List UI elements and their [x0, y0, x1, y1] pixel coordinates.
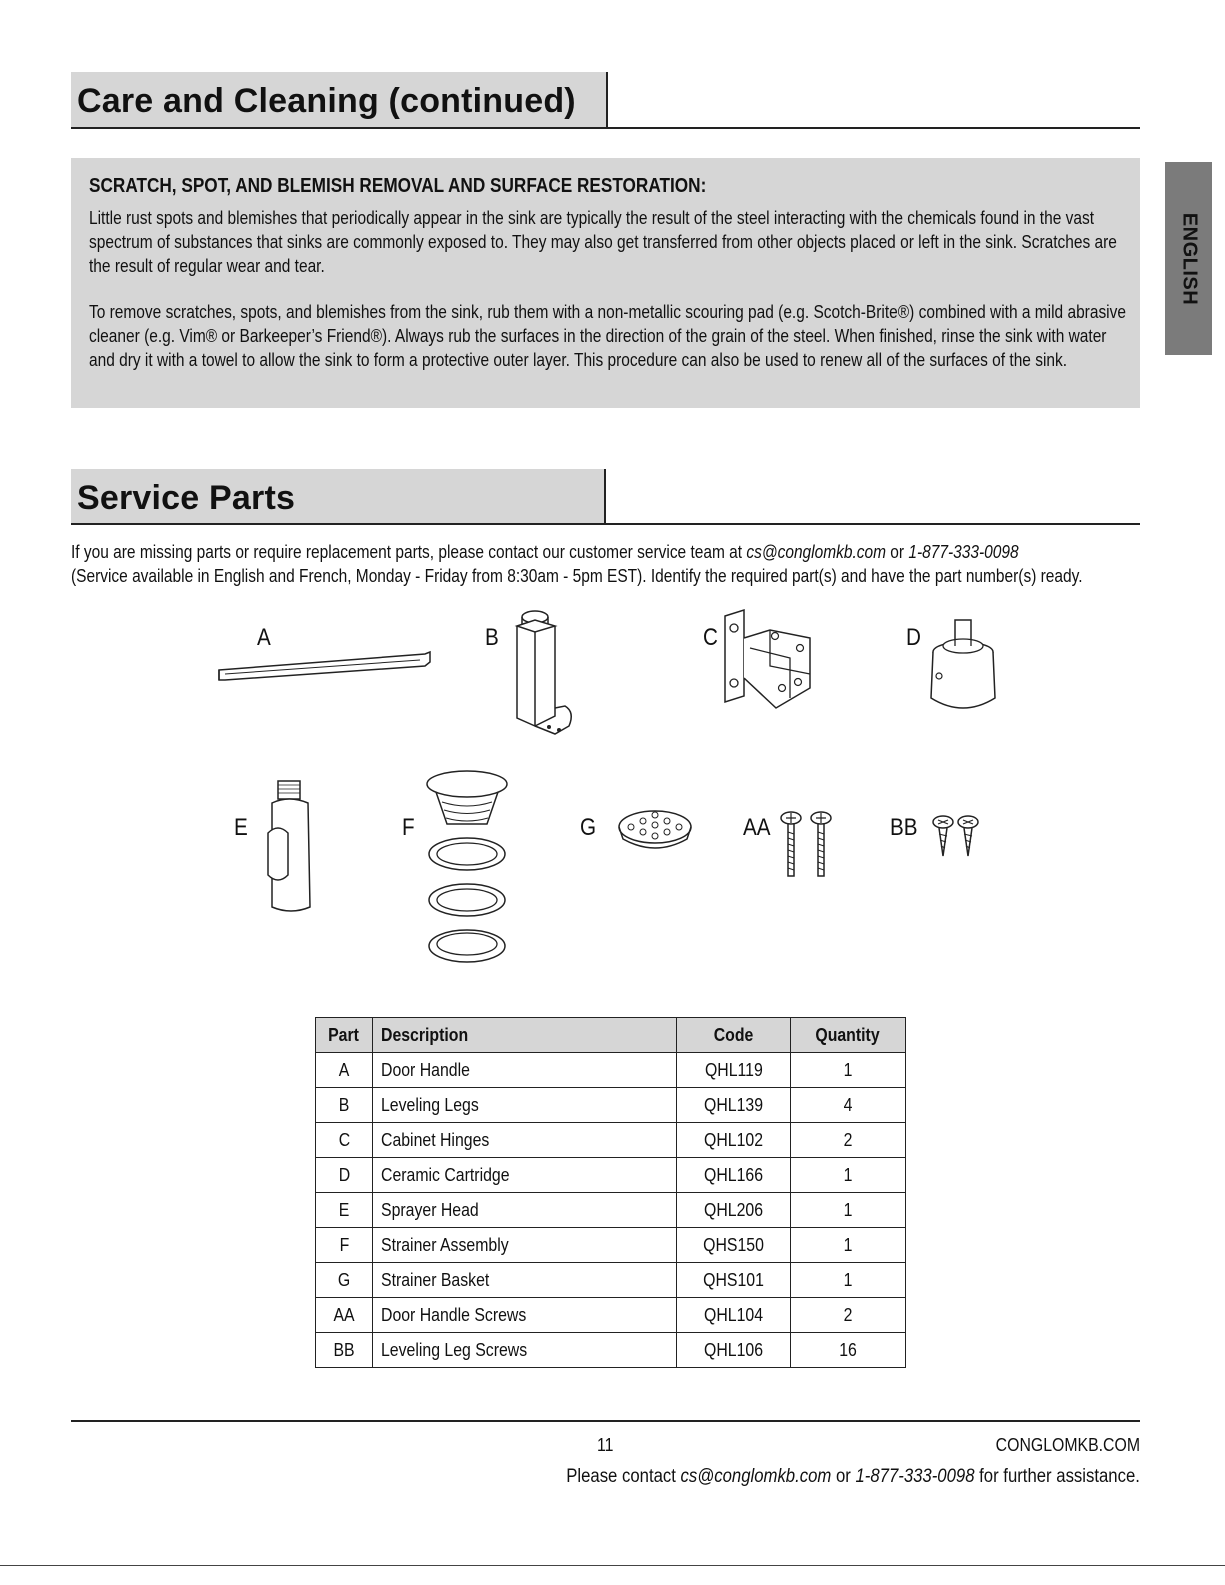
- service-title-box: [71, 469, 606, 525]
- cell-code: QHL166: [677, 1158, 791, 1193]
- part-label-f: F: [402, 814, 415, 841]
- cell-description: Door Handle: [373, 1053, 677, 1088]
- cell-description: Door Handle Screws: [373, 1298, 677, 1333]
- table-row: [316, 1333, 906, 1368]
- ceramic-cartridge-illustration: [925, 618, 1005, 718]
- strainer-basket-illustration: [615, 805, 695, 855]
- cell-description: Ceramic Cartridge: [373, 1158, 677, 1193]
- cell-part: D: [316, 1158, 373, 1193]
- intro-phone: 1-877-333-0098: [908, 542, 1019, 562]
- part-label-g: G: [580, 814, 597, 841]
- care-section-header: [71, 72, 1140, 130]
- cell-part: C: [316, 1123, 373, 1158]
- cell-code: QHL104: [677, 1298, 791, 1333]
- part-label-c: C: [703, 624, 718, 651]
- cell-quantity: 1: [791, 1158, 906, 1193]
- care-header-rule: [71, 127, 1140, 129]
- table-row: [316, 1298, 906, 1333]
- footer-contact-text: Please contact: [566, 1466, 681, 1487]
- cell-description: Cabinet Hinges: [373, 1123, 677, 1158]
- service-title: Service Parts: [77, 479, 296, 517]
- footer-rule: [71, 1420, 1140, 1422]
- cell-quantity: 4: [791, 1088, 906, 1123]
- header-part: Part: [316, 1018, 373, 1053]
- cell-quantity: 2: [791, 1298, 906, 1333]
- cell-part: E: [316, 1193, 373, 1228]
- cell-quantity: 1: [791, 1228, 906, 1263]
- language-tab-label: ENGLISH: [1178, 212, 1200, 305]
- care-title-box: [71, 72, 608, 129]
- cell-quantity: 2: [791, 1123, 906, 1158]
- cell-part: BB: [316, 1333, 373, 1368]
- cell-part: B: [316, 1088, 373, 1123]
- header-quantity: Quantity: [791, 1018, 906, 1053]
- footer-email-link[interactable]: cs@conglomkb.com: [680, 1466, 832, 1487]
- cell-quantity: 1: [791, 1263, 906, 1298]
- cell-quantity: 1: [791, 1193, 906, 1228]
- part-label-bb: BB: [890, 814, 918, 841]
- table-row: [316, 1228, 906, 1263]
- strainer-assembly-illustration: [422, 768, 512, 973]
- part-label-b: B: [485, 624, 499, 651]
- cell-description: Leveling Legs: [373, 1088, 677, 1123]
- part-label-a: A: [257, 624, 271, 651]
- intro-text: If you are missing parts or require replacement parts, please contact our customer service team at: [71, 542, 747, 562]
- page-number: 11: [597, 1435, 614, 1455]
- table-row: [316, 1158, 906, 1193]
- cell-part: AA: [316, 1298, 373, 1333]
- intro-availability: (Service available in English and French, Monday - Friday from 8:30am - 5pm EST). Identify the required part(s) and have the part number(s) ready.: [71, 566, 1083, 586]
- cell-code: QHL139: [677, 1088, 791, 1123]
- service-intro: [71, 540, 1155, 588]
- cell-part: A: [316, 1053, 373, 1088]
- cell-code: QHS101: [677, 1263, 791, 1298]
- header-description: Description: [373, 1018, 677, 1053]
- sprayer-head-illustration: [262, 775, 322, 915]
- leveling-leg-illustration: [505, 608, 585, 740]
- care-title: Care and Cleaning (continued): [77, 82, 576, 120]
- care-subtitle: SCRATCH, SPOT, AND BLEMISH REMOVAL AND SURFACE RESTORATION:: [89, 175, 707, 197]
- cell-code: QHL106: [677, 1333, 791, 1368]
- cell-code: QHL119: [677, 1053, 791, 1088]
- table-row: [316, 1193, 906, 1228]
- cell-description: Strainer Basket: [373, 1263, 677, 1298]
- door-handle-illustration: [215, 648, 435, 688]
- part-label-d: D: [906, 624, 921, 651]
- part-label-aa: AA: [743, 814, 771, 841]
- footer-contact-end: for further assistance.: [974, 1466, 1140, 1487]
- intro-email-link[interactable]: cs@conglomkb.com: [746, 542, 887, 562]
- cell-code: QHS150: [677, 1228, 791, 1263]
- cell-description: Leveling Leg Screws: [373, 1333, 677, 1368]
- cell-description: Strainer Assembly: [373, 1228, 677, 1263]
- intro-or: or: [886, 542, 909, 562]
- care-paragraph-1: Little rust spots and blemishes that periodically appear in the sink are typically the result of the steel interacting with the chemicals found in the vast spectrum of substances that sinks are commonly exposed to. They may also get transferred from other objects placed or left in the sink. Scratches are the result of regular wear and tear.: [89, 208, 1117, 276]
- service-header-rule: [71, 523, 1140, 525]
- footer-website[interactable]: CONGLOMKB.COM: [995, 1435, 1140, 1455]
- table-row: [316, 1263, 906, 1298]
- footer-phone: 1-877-333-0098: [855, 1466, 975, 1487]
- footer-or: or: [831, 1466, 856, 1487]
- cell-code: QHL102: [677, 1123, 791, 1158]
- door-handle-screws-illustration: [778, 808, 838, 880]
- service-section-header: [71, 469, 1140, 527]
- service-parts-table: [315, 1017, 906, 1368]
- table-header-row: [316, 1018, 906, 1053]
- page-bottom-rule: [0, 1565, 1225, 1566]
- table-row: [316, 1088, 906, 1123]
- care-info-box: [71, 158, 1140, 408]
- cell-quantity: 1: [791, 1053, 906, 1088]
- cell-quantity: 16: [791, 1333, 906, 1368]
- table-row: [316, 1053, 906, 1088]
- footer-contact: [566, 1466, 1140, 1488]
- cabinet-hinge-illustration: [720, 608, 830, 718]
- cell-part: G: [316, 1263, 373, 1298]
- care-paragraph-2: To remove scratches, spots, and blemishes from the sink, rub them with a non-metallic scouring pad (e.g. Scotch-Brite®) combined with a mild abrasive cleaner (e.g. Vim® or Barkeeper’s Friend®). Always rub the surfaces in the direction of the grain of the steel. When finished, rinse the sink with water and dry it with a towel to allow the sink to form a protective outer layer. This procedure can also be used to renew all of the surfaces of the sink.: [89, 302, 1126, 370]
- cell-part: F: [316, 1228, 373, 1263]
- part-label-e: E: [234, 814, 248, 841]
- header-code: Code: [677, 1018, 791, 1053]
- cell-description: Sprayer Head: [373, 1193, 677, 1228]
- leveling-leg-screws-illustration: [930, 812, 985, 862]
- cell-code: QHL206: [677, 1193, 791, 1228]
- table-row: [316, 1123, 906, 1158]
- language-tab: [1165, 162, 1212, 355]
